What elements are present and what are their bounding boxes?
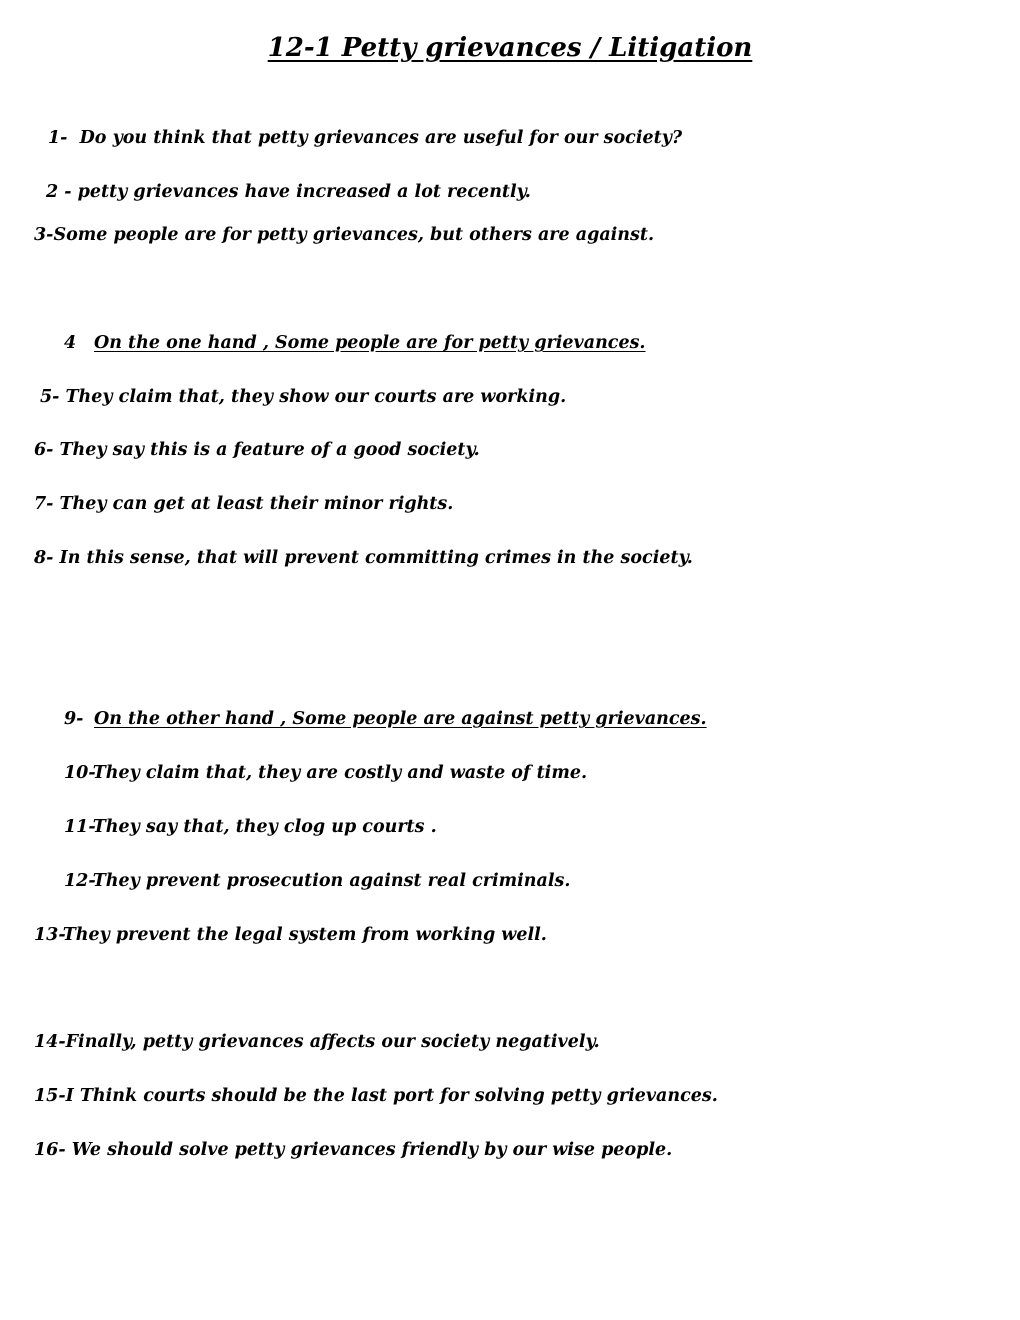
sentence-10: 10-They claim that, they are costly and waste of time. [64,763,588,783]
sentence-16: 16- We should solve petty grievances friendly by our wise people. [34,1140,673,1160]
sentence-7: 7- They can get at least their minor rights. [34,494,454,514]
sentence-4-number: 4 [64,333,77,353]
sentence-13: 13-They prevent the legal system from working well. [34,925,547,945]
sentence-2: 2 - petty grievances have increased a lot recently. [46,182,531,202]
sentence-11: 11-They say that, they clog up courts . [64,817,437,837]
page-title: 12-1 Petty grievances / Litigation [267,33,753,63]
sentence-14: 14-Finally, petty grievances affects our society negatively. [34,1032,600,1052]
sentence-9-heading: On the other hand , Some people are against petty grievances. [94,709,707,729]
sentence-12: 12-They prevent prosecution against real criminals. [64,871,571,891]
sentence-6: 6- They say this is a feature of a good society. [34,440,480,460]
sentence-1: 1- Do you think that petty grievances are useful for our society? [48,128,683,148]
sentence-15: 15-I Think courts should be the last port for solving petty grievances. [34,1086,718,1106]
sentence-8: 8- In this sense, that will prevent committing crimes in the society. [34,548,693,568]
sentence-4-heading: On the one hand , Some people are for petty grievances. [94,333,646,353]
sentence-3: 3-Some people are for petty grievances, but others are against. [34,225,655,245]
sentence-5: 5- They claim that, they show our courts are working. [40,387,567,407]
sentence-9-number: 9- [64,709,84,729]
